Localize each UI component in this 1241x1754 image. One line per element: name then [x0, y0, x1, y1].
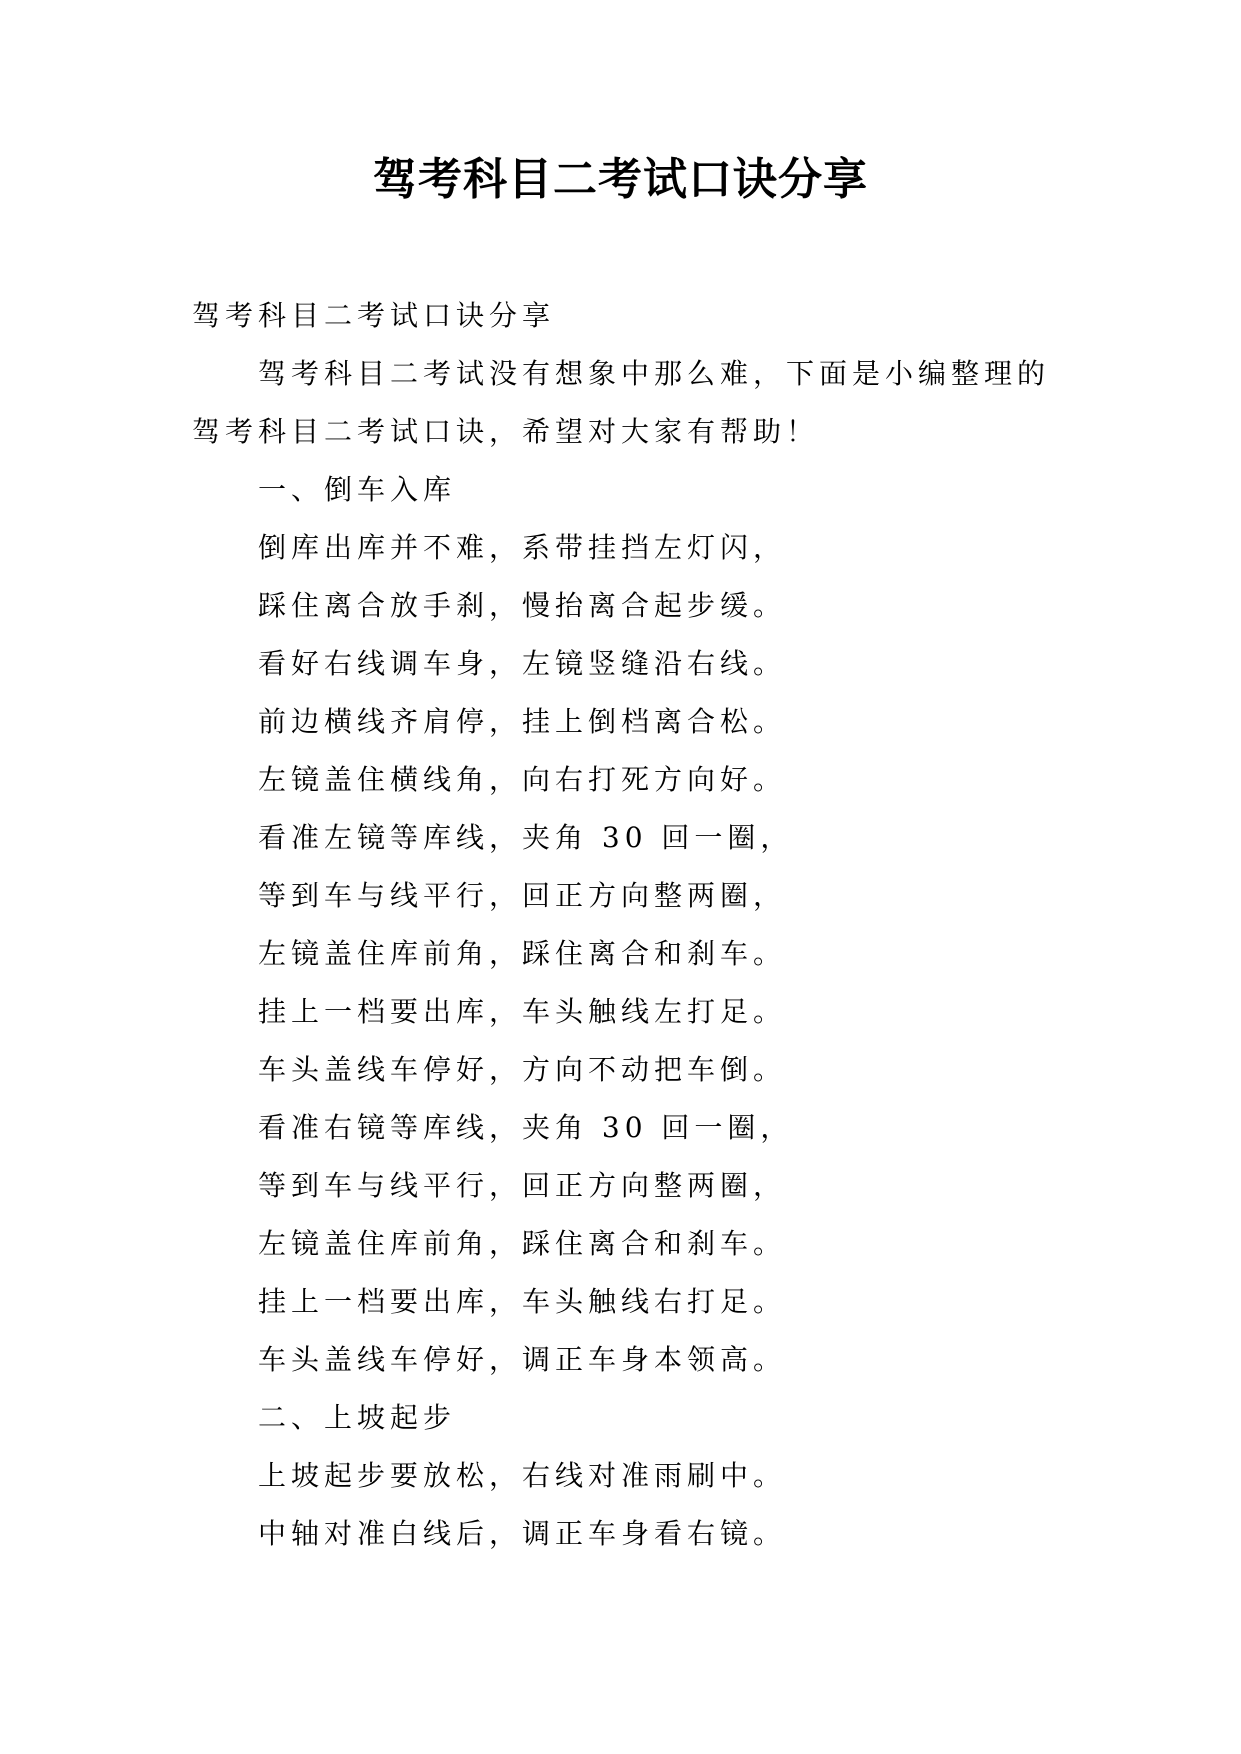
verse-line: 车头盖线车停好，调正车身本领高。: [258, 1343, 787, 1376]
verse-line: 左镜盖住横线角，向右打死方向好。: [258, 763, 787, 796]
verse-line: 等到车与线平行，回正方向整两圈，: [258, 879, 787, 912]
verse-line: 上坡起步要放松，右线对准雨刷中。: [258, 1459, 787, 1492]
section-heading: 二、上坡起步: [258, 1401, 457, 1434]
verse-line: 看准右镜等库线，夹角 30 回一圈，: [258, 1111, 794, 1144]
verse-line: 看准左镜等库线，夹角 30 回一圈，: [258, 821, 794, 854]
verse-line: 左镜盖住库前角，踩住离合和刹车。: [258, 937, 787, 970]
verse-line: 倒库出库并不难，系带挂挡左灯闪，: [258, 531, 787, 564]
verse-line: 等到车与线平行，回正方向整两圈，: [258, 1169, 787, 1202]
verse-line: 挂上一档要出库，车头触线右打足。: [258, 1285, 787, 1318]
page-title: 驾考科目二考试口诀分享: [373, 154, 868, 205]
verse-line: 看好右线调车身，左镜竖缝沿右线。: [258, 647, 787, 680]
subtitle: 驾考科目二考试口诀分享: [192, 299, 556, 332]
section-heading: 一、倒车入库: [258, 473, 457, 506]
document-body: [192, 287, 1062, 1563]
verse-line: 前边横线齐肩停，挂上倒档离合松。: [258, 705, 787, 738]
intro-paragraph-line: 驾考科目二考试没有想象中那么难，下面是小编整理的: [258, 357, 1051, 390]
verse-line: 挂上一档要出库，车头触线左打足。: [258, 995, 787, 1028]
verse-line: 中轴对准白线后，调正车身看右镜。: [258, 1517, 787, 1550]
verse-line: 车头盖线车停好，方向不动把车倒。: [258, 1053, 787, 1086]
intro-paragraph-line: 驾考科目二考试口诀，希望对大家有帮助！: [192, 415, 820, 448]
verse-line: 踩住离合放手刹，慢抬离合起步缓。: [258, 589, 787, 622]
verse-line: 左镜盖住库前角，踩住离合和刹车。: [258, 1227, 787, 1260]
